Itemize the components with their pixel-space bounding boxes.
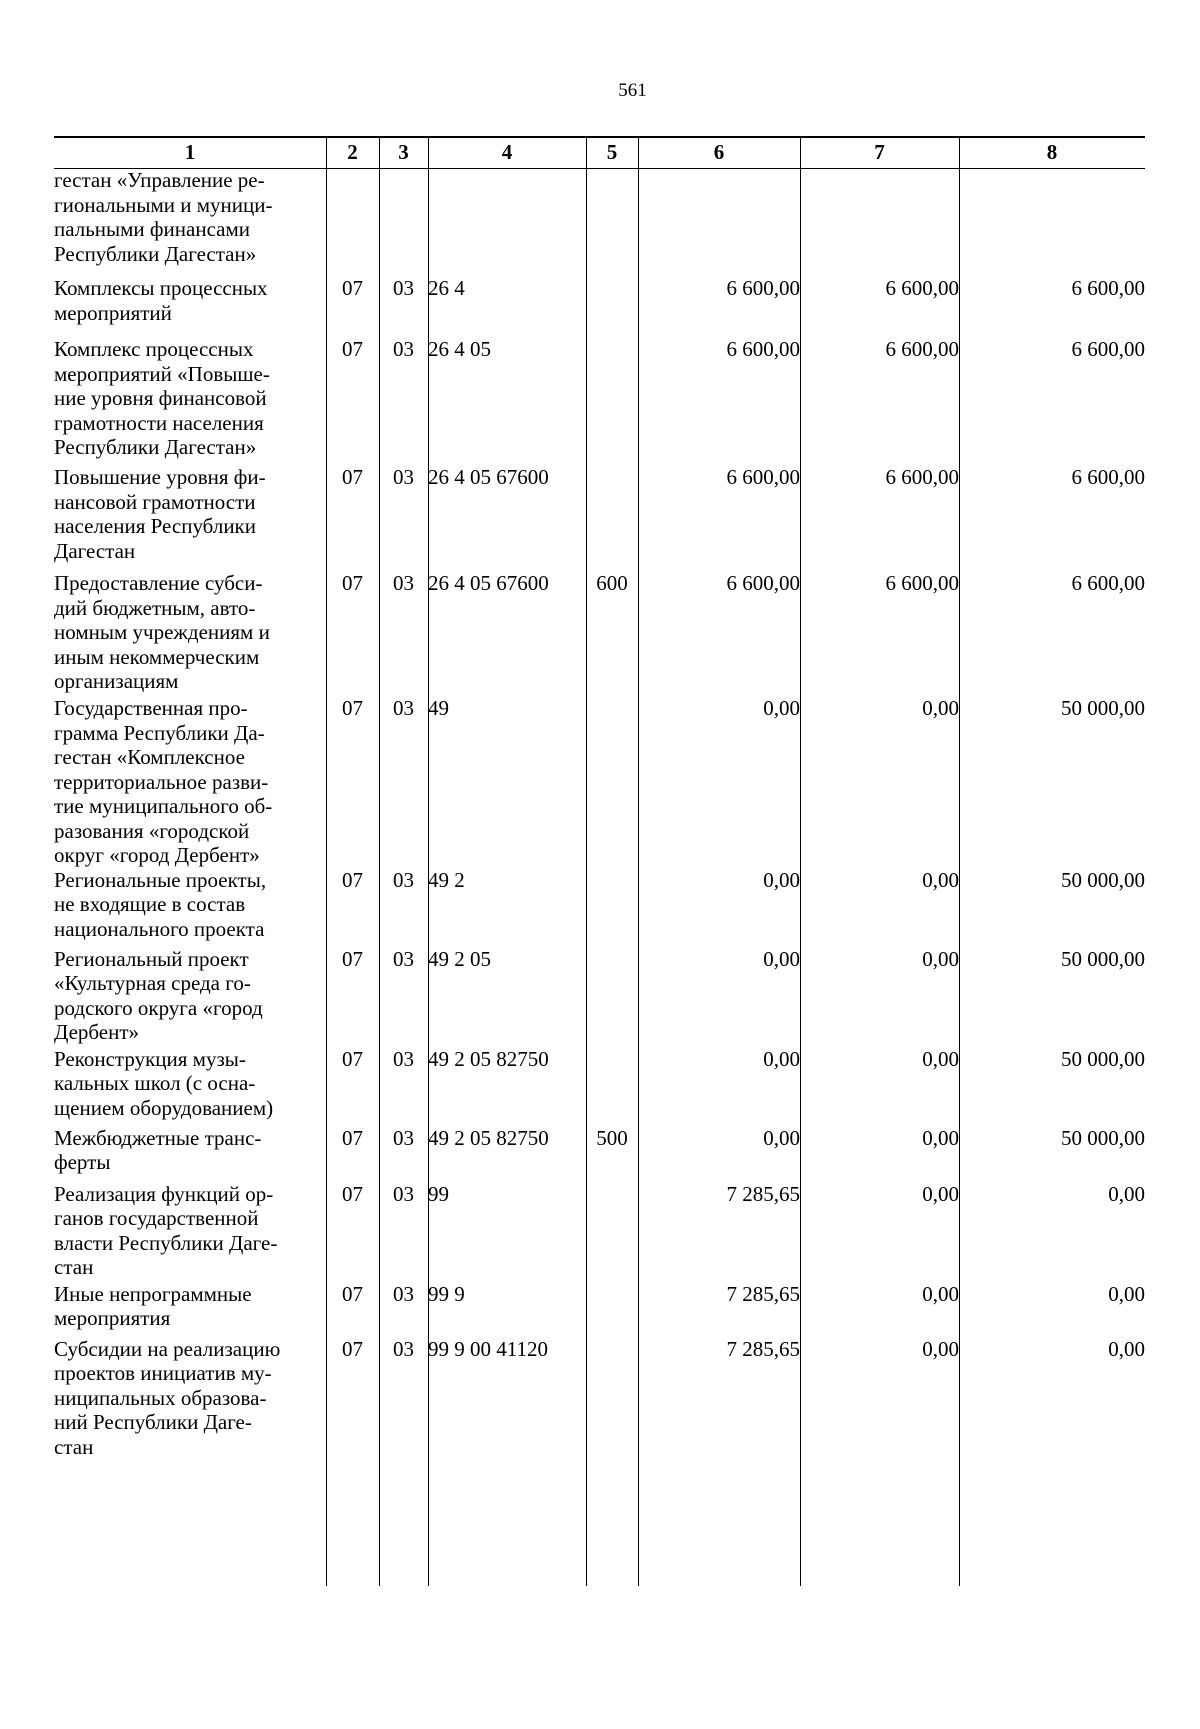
amount-col-6 bbox=[638, 1047, 800, 1126]
table-row bbox=[54, 465, 1145, 571]
expense-type-code bbox=[586, 1337, 638, 1460]
subsection-code bbox=[379, 276, 428, 337]
subsection-code bbox=[379, 571, 428, 696]
row-label-line: щением оборудованием) bbox=[54, 1095, 274, 1120]
column-divider bbox=[959, 136, 960, 1586]
row-label-line: стан bbox=[54, 1434, 94, 1459]
amount-col-7 bbox=[800, 1047, 959, 1126]
amount-col-8 bbox=[959, 947, 1145, 1047]
target-article-code-text: 26 4 05 67600 bbox=[428, 571, 549, 595]
amount-col-7 bbox=[800, 947, 959, 1047]
row-label-line: гестан «Управление ре- bbox=[54, 168, 265, 192]
expense-type-code bbox=[586, 337, 638, 465]
section-code-text: 07 bbox=[342, 1046, 363, 1071]
subsection-code-text: 03 bbox=[393, 1181, 414, 1206]
amount-col-7-text: 0,00 bbox=[922, 1336, 959, 1361]
header-row bbox=[54, 136, 1145, 168]
table-row bbox=[54, 947, 1145, 1047]
subsection-code-text: 03 bbox=[393, 696, 414, 720]
amount-col-6-text: 0,00 bbox=[763, 1125, 800, 1150]
row-label-line: родского округа «город bbox=[54, 995, 263, 1020]
target-article-code-text: 99 9 00 41120 bbox=[428, 1336, 548, 1361]
expense-type-code bbox=[586, 276, 638, 337]
amount-col-7-text: 0,00 bbox=[922, 946, 959, 971]
target-article-code bbox=[428, 696, 586, 868]
target-article-code-text: 26 4 bbox=[428, 276, 465, 300]
target-article-code bbox=[428, 1282, 586, 1337]
section-code bbox=[326, 1182, 379, 1282]
page-number: 561 bbox=[618, 80, 647, 101]
subsection-code bbox=[379, 1047, 428, 1126]
expense-type-code bbox=[586, 947, 638, 1047]
section-code bbox=[326, 1337, 379, 1460]
target-article-code bbox=[428, 465, 586, 571]
row-label-line: Региональные проекты, bbox=[54, 867, 267, 892]
row-label-line: ний Республики Даге- bbox=[54, 1410, 252, 1434]
row-label bbox=[54, 571, 326, 696]
row-label-line: Иные непрограммные bbox=[54, 1281, 252, 1306]
budget-table-frame bbox=[54, 136, 1145, 1586]
amount-col-6-text: 7 285,65 bbox=[726, 1336, 800, 1361]
section-code bbox=[326, 168, 379, 276]
row-label bbox=[54, 1126, 326, 1182]
row-label-line: дий бюджетным, авто- bbox=[54, 595, 256, 620]
subsection-code bbox=[379, 868, 428, 947]
section-code bbox=[326, 1126, 379, 1182]
row-label bbox=[54, 868, 326, 947]
column-divider bbox=[800, 136, 801, 1586]
row-label bbox=[54, 276, 326, 337]
subsection-code-text: 03 bbox=[393, 867, 414, 892]
expense-type-code bbox=[586, 465, 638, 571]
table-row bbox=[54, 868, 1145, 947]
row-label-line: грамотности населения bbox=[54, 410, 264, 435]
row-label bbox=[54, 168, 326, 276]
row-label-line: мероприятий bbox=[54, 300, 172, 325]
amount-col-6 bbox=[638, 1126, 800, 1182]
target-article-code-text: 49 2 05 82750 bbox=[428, 1125, 549, 1150]
row-label-line: организациям bbox=[54, 669, 179, 693]
section-code bbox=[326, 1282, 379, 1337]
section-code bbox=[326, 571, 379, 696]
section-code-text: 07 bbox=[342, 571, 363, 595]
amount-col-6-text: 0,00 bbox=[763, 867, 800, 892]
row-label bbox=[54, 947, 326, 1047]
target-article-code-text: 26 4 05 bbox=[428, 337, 491, 361]
row-label-line: не входящие в состав bbox=[54, 892, 246, 916]
amount-col-7-text: 0,00 bbox=[922, 1281, 959, 1306]
section-code-text: 07 bbox=[342, 867, 363, 892]
row-label-line: иным некоммерческим bbox=[54, 644, 260, 669]
amount-col-8-text: 0,00 bbox=[1108, 1181, 1145, 1206]
subsection-code bbox=[379, 1337, 428, 1460]
target-article-code-text: 49 2 05 bbox=[428, 946, 491, 971]
amount-col-8 bbox=[959, 1126, 1145, 1182]
column-divider bbox=[428, 136, 429, 1586]
amount-col-8-text: 50 000,00 bbox=[1061, 1125, 1145, 1150]
expense-type-code bbox=[586, 168, 638, 276]
subsection-code bbox=[379, 1182, 428, 1282]
row-label-line: тие муниципального об- bbox=[54, 794, 273, 818]
target-article-code bbox=[428, 868, 586, 947]
amount-col-6-text: 0,00 bbox=[763, 946, 800, 971]
row-label-line: ние уровня финансовой bbox=[54, 386, 267, 410]
column-divider bbox=[326, 136, 327, 1586]
amount-col-7 bbox=[800, 276, 959, 337]
row-label bbox=[54, 337, 326, 465]
subsection-code bbox=[379, 947, 428, 1047]
amount-col-8 bbox=[959, 571, 1145, 696]
row-label-line: Повышение уровня фи- bbox=[54, 465, 266, 489]
amount-col-8 bbox=[959, 1337, 1145, 1460]
row-label-line: стан bbox=[54, 1255, 94, 1279]
amount-col-8 bbox=[959, 1182, 1145, 1282]
subsection-code-text: 03 bbox=[393, 1281, 414, 1306]
section-code bbox=[326, 696, 379, 868]
table-row bbox=[54, 1182, 1145, 1282]
amount-col-6-text: 6 600,00 bbox=[726, 276, 800, 300]
section-code bbox=[326, 947, 379, 1047]
target-article-code bbox=[428, 1182, 586, 1282]
subsection-code-text: 03 bbox=[393, 465, 414, 489]
section-code bbox=[326, 868, 379, 947]
target-article-code bbox=[428, 1126, 586, 1182]
row-label-line: власти Республики Даге- bbox=[54, 1230, 278, 1255]
target-article-code-text: 99 9 bbox=[428, 1281, 465, 1306]
amount-col-8 bbox=[959, 1047, 1145, 1126]
section-code-text: 07 bbox=[342, 276, 363, 300]
row-label-line: ферты bbox=[54, 1150, 111, 1174]
table-row bbox=[54, 1337, 1145, 1460]
amount-col-6 bbox=[638, 337, 800, 465]
row-label bbox=[54, 696, 326, 868]
subsection-code-text: 03 bbox=[393, 276, 414, 300]
row-label-line: грамма Республики Да- bbox=[54, 720, 265, 745]
subsection-code-text: 03 bbox=[393, 1125, 414, 1150]
row-label-line: Региональный проект bbox=[54, 946, 249, 971]
subsection-code-text: 03 bbox=[393, 946, 414, 971]
row-label-line: номным учреждениям и bbox=[54, 620, 270, 644]
amount-col-7-text: 6 600,00 bbox=[885, 571, 959, 595]
table-row bbox=[54, 1047, 1145, 1126]
amount-col-7 bbox=[800, 1126, 959, 1182]
amount-col-6-text: 6 600,00 bbox=[726, 465, 800, 489]
col-header-4: 4 bbox=[501, 139, 513, 164]
row-label-line: пальными финансами bbox=[54, 217, 250, 241]
row-label bbox=[54, 465, 326, 571]
table-row bbox=[54, 337, 1145, 465]
amount-col-8-text: 0,00 bbox=[1108, 1336, 1145, 1361]
target-article-code-text: 26 4 05 67600 bbox=[428, 465, 549, 489]
amount-col-8 bbox=[959, 1282, 1145, 1337]
row-label bbox=[54, 1337, 326, 1460]
expense-type-code bbox=[586, 1047, 638, 1126]
expense-type-code-text: 600 bbox=[596, 571, 628, 595]
row-label-line: Предоставление субси- bbox=[54, 571, 263, 595]
col-header-5: 5 bbox=[606, 139, 618, 164]
amount-col-6 bbox=[638, 168, 800, 276]
row-label-line: проектов инициатив му- bbox=[54, 1361, 272, 1385]
amount-col-7 bbox=[800, 168, 959, 276]
amount-col-8-text: 50 000,00 bbox=[1061, 1046, 1145, 1071]
amount-col-8 bbox=[959, 337, 1145, 465]
row-label-line: нансовой грамотности bbox=[54, 489, 256, 514]
amount-col-7-text: 6 600,00 bbox=[885, 276, 959, 300]
row-label-line: Республики Дагестан» bbox=[54, 435, 257, 459]
row-label-line: Реализация функций ор- bbox=[54, 1181, 274, 1206]
amount-col-7 bbox=[800, 696, 959, 868]
row-label-line: Республики Дагестан» bbox=[54, 241, 257, 266]
subsection-code bbox=[379, 696, 428, 868]
amount-col-6 bbox=[638, 1337, 800, 1460]
amount-col-7 bbox=[800, 465, 959, 571]
amount-col-8-text: 6 600,00 bbox=[1071, 276, 1145, 300]
amount-col-8 bbox=[959, 868, 1145, 947]
target-article-code bbox=[428, 947, 586, 1047]
target-article-code bbox=[428, 1047, 586, 1126]
amount-col-7 bbox=[800, 1337, 959, 1460]
table-row bbox=[54, 696, 1145, 868]
section-code-text: 07 bbox=[342, 1336, 363, 1361]
row-label-line: разования «городской bbox=[54, 818, 250, 843]
amount-col-7-text: 6 600,00 bbox=[885, 337, 959, 361]
expense-type-code bbox=[586, 1182, 638, 1282]
amount-col-6 bbox=[638, 276, 800, 337]
column-divider bbox=[586, 136, 587, 1586]
row-label-line: гиональными и муници- bbox=[54, 192, 273, 217]
table-row bbox=[54, 571, 1145, 696]
table-body bbox=[54, 168, 1145, 1459]
expense-type-code bbox=[586, 696, 638, 868]
row-label-line: Субсидии на реализацию bbox=[54, 1336, 281, 1361]
column-divider bbox=[638, 136, 639, 1586]
table-top-rule bbox=[54, 136, 1145, 138]
subsection-code bbox=[379, 1126, 428, 1182]
amount-col-6-text: 6 600,00 bbox=[726, 337, 800, 361]
amount-col-8-text: 0,00 bbox=[1108, 1281, 1145, 1306]
subsection-code bbox=[379, 1282, 428, 1337]
section-code bbox=[326, 465, 379, 571]
amount-col-8 bbox=[959, 168, 1145, 276]
target-article-code-text: 49 bbox=[428, 696, 449, 720]
target-article-code-text: 99 bbox=[428, 1181, 449, 1206]
table-row bbox=[54, 1282, 1145, 1337]
section-code bbox=[326, 276, 379, 337]
row-label-line: Межбюджетные транс- bbox=[54, 1125, 262, 1150]
col-header-8: 8 bbox=[1046, 139, 1058, 164]
row-label-line: округ «город Дербент» bbox=[54, 843, 260, 867]
amount-col-8-text: 50 000,00 bbox=[1061, 696, 1145, 720]
row-label-line: Комплексы процессных bbox=[54, 276, 268, 300]
amount-col-6 bbox=[638, 1182, 800, 1282]
amount-col-7 bbox=[800, 571, 959, 696]
subsection-code-text: 03 bbox=[393, 571, 414, 595]
section-code-text: 07 bbox=[342, 1281, 363, 1306]
amount-col-6-text: 7 285,65 bbox=[726, 1181, 800, 1206]
amount-col-6-text: 0,00 bbox=[763, 1046, 800, 1071]
expense-type-code bbox=[586, 1282, 638, 1337]
amount-col-6-text: 6 600,00 bbox=[726, 571, 800, 595]
expense-type-code bbox=[586, 571, 638, 696]
subsection-code bbox=[379, 168, 428, 276]
amount-col-7 bbox=[800, 1182, 959, 1282]
row-label-line: населения Республики bbox=[54, 514, 256, 538]
section-code-text: 07 bbox=[342, 1125, 363, 1150]
expense-type-code-text: 500 bbox=[596, 1125, 628, 1150]
amount-col-8-text: 50 000,00 bbox=[1061, 867, 1145, 892]
table-row bbox=[54, 1126, 1145, 1182]
section-code-text: 07 bbox=[342, 337, 363, 361]
subsection-code-text: 03 bbox=[393, 1046, 414, 1071]
table-row bbox=[54, 168, 1145, 276]
col-header-6: 6 bbox=[713, 139, 725, 164]
row-label-line: «Культурная среда го- bbox=[54, 971, 251, 995]
target-article-code bbox=[428, 168, 586, 276]
section-code-text: 07 bbox=[342, 1181, 363, 1206]
amount-col-7-text: 0,00 bbox=[922, 1181, 959, 1206]
row-label-line: мероприятия bbox=[54, 1306, 171, 1330]
row-label-line: ганов государственной bbox=[54, 1206, 259, 1230]
section-code-text: 07 bbox=[342, 696, 363, 720]
row-label-line: национального проекта bbox=[54, 916, 265, 941]
amount-col-8-text: 50 000,00 bbox=[1061, 946, 1145, 971]
amount-col-6 bbox=[638, 465, 800, 571]
amount-col-6 bbox=[638, 696, 800, 868]
row-label-line: мероприятий «Повыше- bbox=[54, 361, 270, 386]
section-code bbox=[326, 1047, 379, 1126]
amount-col-8 bbox=[959, 696, 1145, 868]
amount-col-6-text: 7 285,65 bbox=[726, 1281, 800, 1306]
amount-col-6 bbox=[638, 947, 800, 1047]
amount-col-7 bbox=[800, 868, 959, 947]
row-label-line: Комплекс процессных bbox=[54, 337, 254, 361]
target-article-code bbox=[428, 1337, 586, 1460]
amount-col-7-text: 0,00 bbox=[922, 1046, 959, 1071]
row-label-line: ниципальных образова- bbox=[54, 1385, 267, 1410]
row-label-line: кальных школ (с осна- bbox=[54, 1071, 256, 1095]
column-divider bbox=[379, 136, 380, 1586]
target-article-code-text: 49 2 bbox=[428, 867, 465, 892]
subsection-code bbox=[379, 465, 428, 571]
section-code-text: 07 bbox=[342, 946, 363, 971]
row-label-line: Государственная про- bbox=[54, 696, 248, 720]
target-article-code bbox=[428, 571, 586, 696]
expense-type-code bbox=[586, 868, 638, 947]
amount-col-7-text: 6 600,00 bbox=[885, 465, 959, 489]
target-article-code-text: 49 2 05 82750 bbox=[428, 1046, 549, 1071]
amount-col-7 bbox=[800, 1282, 959, 1337]
row-label-line: Реконструкция музы- bbox=[54, 1046, 246, 1071]
subsection-code-text: 03 bbox=[393, 337, 414, 361]
amount-col-7 bbox=[800, 337, 959, 465]
amount-col-8-text: 6 600,00 bbox=[1071, 337, 1145, 361]
amount-col-6-text: 0,00 bbox=[763, 696, 800, 720]
target-article-code bbox=[428, 276, 586, 337]
amount-col-8-text: 6 600,00 bbox=[1071, 571, 1145, 595]
amount-col-7-text: 0,00 bbox=[922, 867, 959, 892]
amount-col-8 bbox=[959, 276, 1145, 337]
row-label-line: территориальное разви- bbox=[54, 769, 269, 794]
row-label-line: Дагестан bbox=[54, 538, 136, 563]
table-header-rule bbox=[54, 168, 1145, 169]
expense-type-code bbox=[586, 1126, 638, 1182]
col-header-2: 2 bbox=[347, 139, 358, 164]
col-header-1: 1 bbox=[184, 139, 196, 164]
col-header-3: 3 bbox=[398, 139, 409, 164]
row-label-line: Дербент» bbox=[54, 1020, 140, 1044]
amount-col-8 bbox=[959, 465, 1145, 571]
target-article-code bbox=[428, 337, 586, 465]
amount-col-7-text: 0,00 bbox=[922, 696, 959, 720]
section-code bbox=[326, 337, 379, 465]
budget-table bbox=[54, 136, 1145, 1459]
section-code-text: 07 bbox=[342, 465, 363, 489]
amount-col-8-text: 6 600,00 bbox=[1071, 465, 1145, 489]
subsection-code bbox=[379, 337, 428, 465]
amount-col-6 bbox=[638, 1282, 800, 1337]
row-label bbox=[54, 1182, 326, 1282]
amount-col-6 bbox=[638, 868, 800, 947]
row-label-line: гестан «Комплексное bbox=[54, 745, 245, 769]
table-row bbox=[54, 276, 1145, 337]
col-header-7: 7 bbox=[874, 139, 885, 164]
amount-col-6 bbox=[638, 571, 800, 696]
row-label bbox=[54, 1282, 326, 1337]
amount-col-7-text: 0,00 bbox=[922, 1125, 959, 1150]
row-label bbox=[54, 1047, 326, 1126]
subsection-code-text: 03 bbox=[393, 1336, 414, 1361]
